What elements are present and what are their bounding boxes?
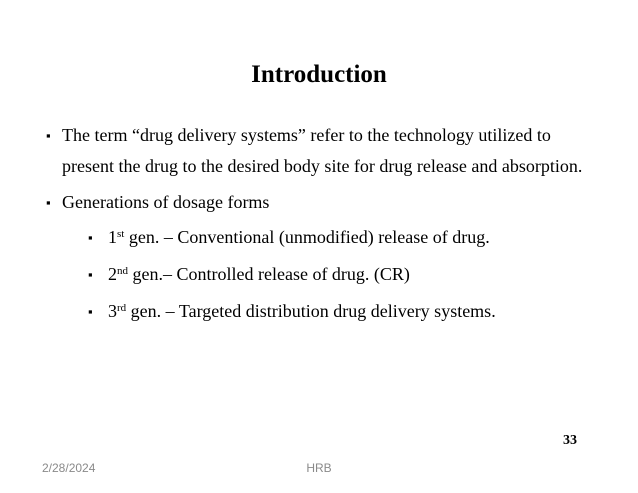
sub-bullet-second-generation [88, 259, 606, 290]
bullet-text: The term “drug delivery systems” refer to the technology utilized to present the drug to the desired body site for drug release and absorption. [62, 125, 583, 176]
sub-bullet-first-generation [88, 222, 606, 253]
sub-bullet-text: gen.– Controlled release of drug. (CR) [128, 264, 410, 284]
bullet-item-generations [46, 187, 606, 218]
square-bullet-icon: ▪ [88, 267, 93, 282]
square-bullet-icon: ▪ [46, 195, 51, 210]
sub-bullet-third-generation [88, 296, 606, 327]
slide-title: Introduction [251, 61, 387, 88]
bullet-list [46, 120, 606, 333]
square-bullet-icon: ▪ [88, 230, 93, 245]
ordinal-suffix: st [117, 228, 125, 240]
page-number: 33 [563, 433, 577, 448]
sub-bullet-text: gen. – Conventional (unmodified) release of drug. [124, 227, 490, 247]
ordinal-suffix: nd [117, 265, 128, 277]
ordinal-suffix: rd [117, 302, 127, 314]
sub-bullet-text: gen. – Targeted distribution drug delivery systems. [126, 301, 496, 321]
bullet-text: Generations of dosage forms [62, 192, 270, 212]
generations-sub-list [46, 222, 606, 327]
bullet-item-drug-delivery-definition [46, 120, 606, 182]
footer-date: 2/28/2024 [42, 461, 96, 475]
generation-number: 1 [108, 227, 117, 247]
generation-number: 3 [108, 301, 117, 321]
square-bullet-icon: ▪ [46, 128, 51, 143]
square-bullet-icon: ▪ [88, 304, 93, 319]
footer-center-text: HRB [306, 461, 332, 475]
generation-number: 2 [108, 264, 117, 284]
